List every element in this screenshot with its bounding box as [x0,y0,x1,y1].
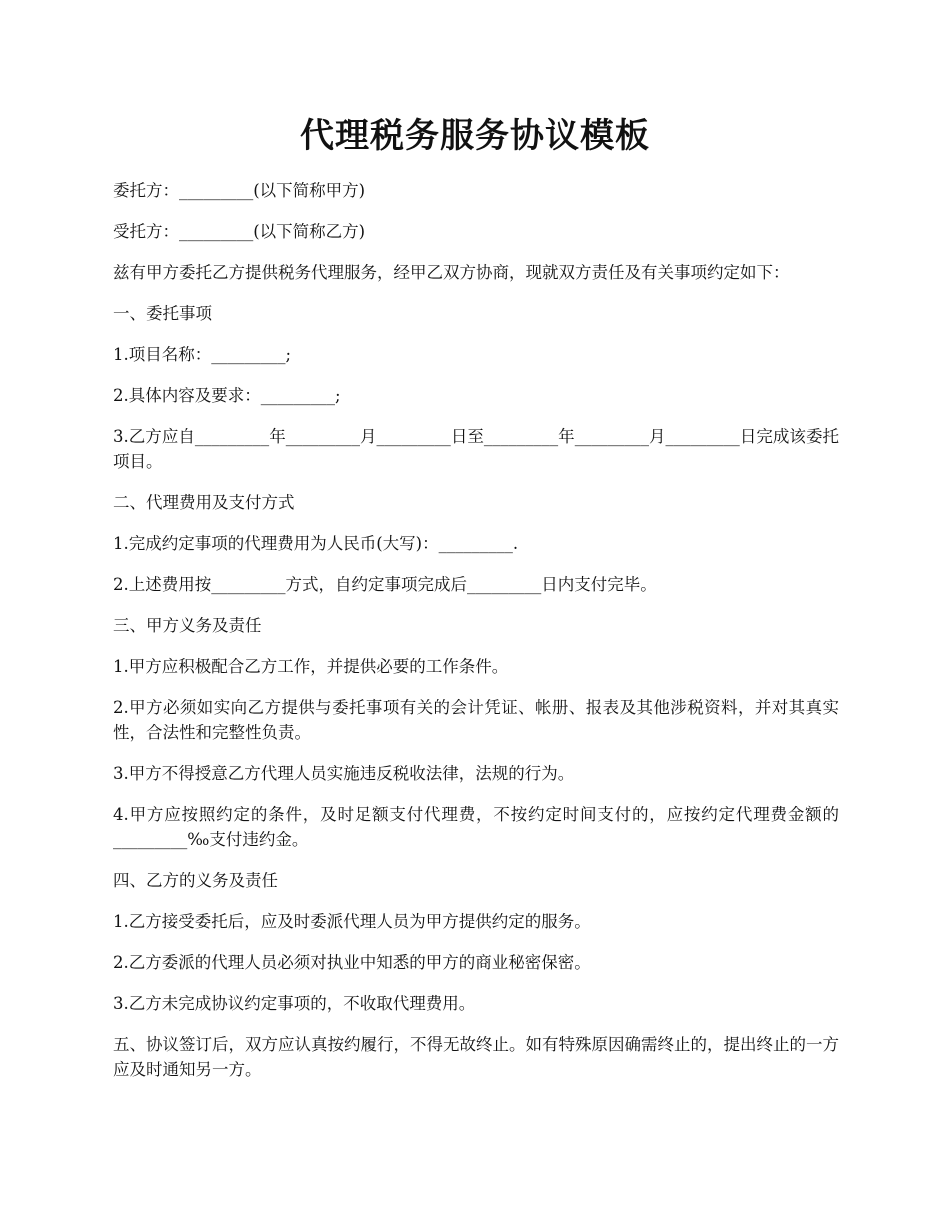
document-body [113,178,839,1098]
section-heading-1: 一、委托事项 [113,304,212,323]
clause-1-1: 1.项目名称：_________; [113,345,292,364]
party-a-line: 委托方：_________(以下简称甲方) [113,181,366,200]
clause-4-2: 2.乙方委派的代理人员必须对执业中知悉的甲方的商业秘密保密。 [113,953,591,972]
clause-2-2: 2.上述费用按_________方式，自约定事项完成后_________日内支付完毕。 [113,575,657,594]
clause-1-2: 2.具体内容及要求：_________; [113,386,341,405]
section-heading-4: 四、乙方的义务及责任 [113,871,278,890]
preamble: 兹有甲方委托乙方提供税务代理服务，经甲乙双方协商，现就双方责任及有关事项约定如下： [113,263,790,282]
section-heading-3: 三、甲方义务及责任 [113,616,262,635]
clause-3-3: 3.甲方不得授意乙方代理人员实施违反税收法律，法规的行为。 [113,764,575,783]
clause-1-3: 3.乙方应自_________年_________月_________日至_________年_________月_________日完成该委托项目。 [113,427,839,471]
party-b-line: 受托方：_________(以下简称乙方) [113,222,366,241]
clause-4-3: 3.乙方未完成协议约定事项的，不收取代理费用。 [113,994,476,1013]
document-title: 代理税务服务协议模板 [300,116,650,156]
clause-4-1: 1.乙方接受委托后，应及时委派代理人员为甲方提供约定的服务。 [113,912,591,931]
clause-3-4: 4.甲方应按照约定的条件，及时足额支付代理费，不按约定时间支付的，应按约定代理费金额的_________‰支付违约金。 [113,805,839,849]
clause-3-1: 1.甲方应积极配合乙方工作，并提供必要的工作条件。 [113,657,509,676]
section-5-termination: 五、协议签订后，双方应认真按约履行，不得无故终止。如有特殊原因确需终止的，提出终止的一方应及时通知另一方。 [113,1035,839,1079]
clause-3-2: 2.甲方必须如实向乙方提供与委托事项有关的会计凭证、帐册、报表及其他涉税资料，并对其真实性，合法性和完整性负责。 [113,698,839,742]
clause-2-1: 1.完成约定事项的代理费用为人民币(大写)：_________. [113,534,519,553]
section-heading-2: 二、代理费用及支付方式 [113,493,295,512]
